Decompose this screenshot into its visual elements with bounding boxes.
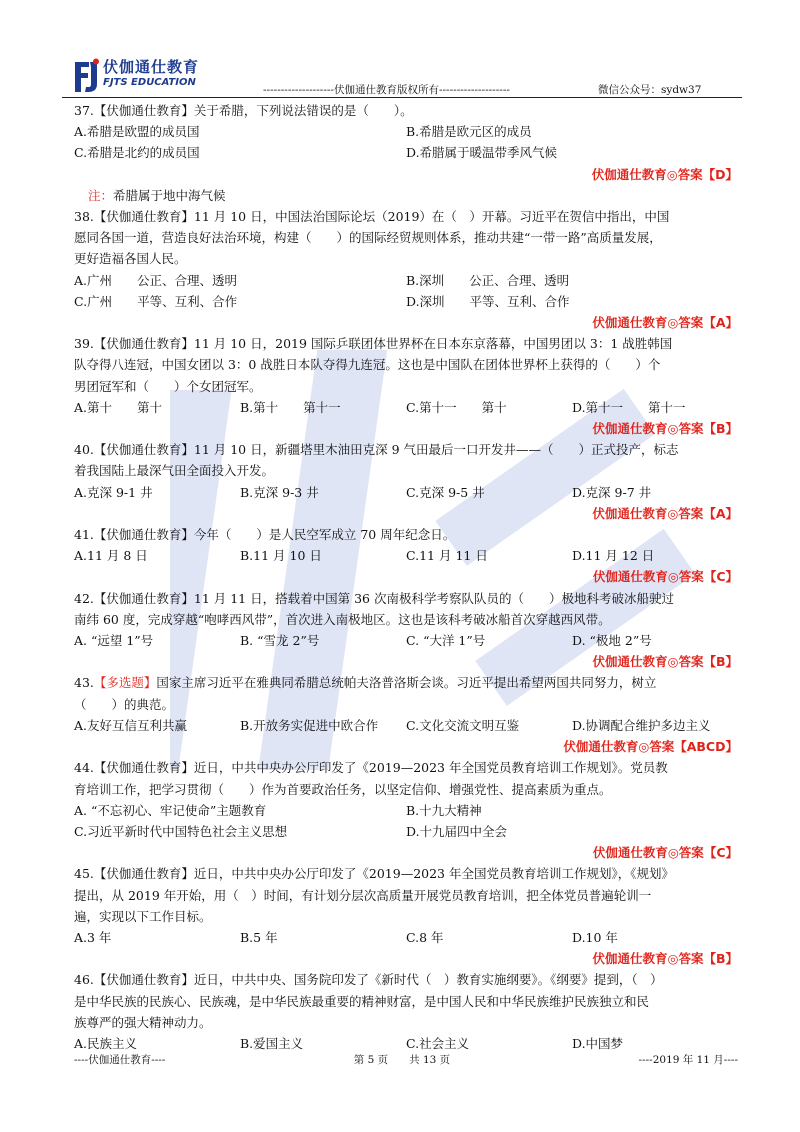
question-stem-line: 38.【伏伽通仕教育】11 月 10 日，中国法治国际论坛（2019）在（ ）开幕。习近平在贺信中指出，中国 xyxy=(74,209,670,225)
page-header xyxy=(58,56,758,96)
answer-option: B.开放务实促进中欧合作 xyxy=(240,717,379,733)
answer-option: B.希腊是欧元区的成员 xyxy=(406,124,532,140)
question-stem-line: 是中华民族的民族心、民族魂，是中华民族最重要的精神财富，是中国人民和中华民族维护民族独立和民 xyxy=(74,993,650,1009)
option-list xyxy=(74,630,738,651)
answer-option: D.十九届四中全会 xyxy=(406,823,508,839)
question-stem-line: 族尊严的强大精神动力。 xyxy=(74,1014,212,1030)
answer-key xyxy=(74,418,738,439)
answer-option: A. “远望 1”号 xyxy=(74,633,154,649)
question-stem-line: 更好造福各国人民。 xyxy=(74,251,187,267)
answer-option: C.广州 平等、互利、合作 xyxy=(74,293,238,309)
option-list xyxy=(74,545,738,566)
answer-value: 【C】 xyxy=(703,569,738,585)
answer-option: C.第十一 第十 xyxy=(406,399,507,415)
answer-option: D.中国梦 xyxy=(572,1035,624,1051)
option-list xyxy=(74,927,738,948)
answer-option: B.第十 第十一 xyxy=(240,399,341,415)
answer-option: B.深圳 公正、合理、透明 xyxy=(406,272,570,288)
answer-option: B.爱国主义 xyxy=(240,1035,304,1051)
answer-option: C.8 年 xyxy=(406,929,444,945)
question-type-tag: 【多选题】 xyxy=(93,675,157,691)
answer-option: D. “极地 2”号 xyxy=(572,633,652,649)
brand-logo xyxy=(70,56,260,96)
question-block xyxy=(74,969,738,1054)
question-stem-line: 42.【伏伽通仕教育】11 月 11 日，搭载着中国第 36 次南极科学考察队队员的（ ）极地科考破冰船驶过 xyxy=(74,590,674,606)
option-list xyxy=(74,121,738,163)
answer-option: A.克深 9-1 井 xyxy=(74,484,153,500)
option-list xyxy=(74,800,738,842)
answer-key xyxy=(74,503,738,524)
answer-label: 伏伽通仕教育◎答案 xyxy=(592,654,704,670)
question-block xyxy=(74,672,738,757)
answer-option: A.友好互信互利共赢 xyxy=(74,717,188,733)
question-stem-line: 着我国陆上最深气田全面投入开发。 xyxy=(74,463,275,479)
answer-option: C.11 月 11 日 xyxy=(406,548,488,564)
answer-option: D.克深 9-7 井 xyxy=(572,484,652,500)
answer-label: 伏伽通仕教育◎答案 xyxy=(592,505,704,521)
wechat-account: 微信公众号：sydw37 xyxy=(598,84,702,96)
question-stem-line xyxy=(74,672,738,693)
question-block xyxy=(74,863,738,969)
question-stem-line: 40.【伏伽通仕教育】11 月 10 日，新疆塔里木油田克深 9 气田最后一口开发井——（ ）正式投产，标志 xyxy=(74,442,679,458)
question-block xyxy=(74,206,738,333)
note-text: 希腊属于地中海气候 xyxy=(113,187,226,203)
question-stem-line: 南纬 60 度，完成穿越“咆哮西风带”，首次进入南极地区。这也是该科考破冰船首次穿越西风带。 xyxy=(74,611,611,627)
answer-option: D.第十一 第十一 xyxy=(572,399,686,415)
answer-key xyxy=(74,651,738,672)
answer-key xyxy=(74,736,738,757)
answer-value: 【A】 xyxy=(703,505,738,521)
question-stem-text: 国家主席习近平在雅典同希腊总统帕夫洛普洛斯会谈。习近平提出希望两国共同努力，树立 xyxy=(156,675,657,691)
question-stem-line: 遍，实现以下工作目标。 xyxy=(74,908,212,924)
answer-option: A.第十 第十 xyxy=(74,399,163,415)
answer-value: 【B】 xyxy=(703,654,738,670)
answer-option: C.习近平新时代中国特色社会主义思想 xyxy=(74,823,288,839)
question-list xyxy=(74,100,738,1054)
answer-value: 【A】 xyxy=(703,315,738,331)
answer-option: C.文化交流文明互鉴 xyxy=(406,717,520,733)
question-stem-line: 46.【伏伽通仕教育】近日，中共中央、国务院印发了《新时代（ ）教育实施纲要》。《纲要》提到，（ ） xyxy=(74,972,663,988)
logo-chinese-text: 伏伽通仕教育 xyxy=(103,58,200,76)
answer-label: 伏伽通仕教育◎答案 xyxy=(592,951,704,967)
answer-label: 伏伽通仕教育◎答案 xyxy=(592,421,704,437)
answer-key xyxy=(74,164,738,185)
question-stem-line: 39.【伏伽通仕教育】11 月 10 日，2019 国际乒联团体世界杯在日本东京落幕，中国男团以 3：1 战胜韩国 xyxy=(74,336,673,352)
answer-option: A.民族主义 xyxy=(74,1035,138,1051)
question-stem-line: 45.【伏伽通仕教育】近日，中共中央办公厅印发了《2019—2023 年全国党员教育培训工作规划》，《规划》 xyxy=(74,866,674,882)
option-list xyxy=(74,482,738,503)
answer-option: A.希腊是欧盟的成员国 xyxy=(74,124,200,140)
answer-option: C.社会主义 xyxy=(406,1035,470,1051)
answer-option: B. “雪龙 2”号 xyxy=(240,633,320,649)
answer-option: B.11 月 10 日 xyxy=(240,548,322,564)
answer-option: D.11 月 12 日 xyxy=(572,548,655,564)
answer-key xyxy=(74,948,738,969)
logo-mark-icon xyxy=(70,58,100,94)
question-number: 43. xyxy=(74,675,94,691)
header-divider xyxy=(62,97,742,98)
footer-brand: ----伏伽通仕教育---- xyxy=(74,1054,166,1066)
question-block xyxy=(74,757,738,863)
question-stem-line: 37.【伏伽通仕教育】关于希腊，下列说法错误的是（ ）。 xyxy=(74,103,413,118)
answer-label: 伏伽通仕教育◎答案 xyxy=(563,739,675,755)
question-stem-line: 男团冠军和（ ）个女团冠军。 xyxy=(74,378,262,394)
answer-option: A.11 月 8 日 xyxy=(74,548,148,564)
answer-value: 【B】 xyxy=(703,421,738,437)
question-block xyxy=(74,439,738,524)
answer-option: D.10 年 xyxy=(572,929,618,945)
question-stem-line: 提出，从 2019 年开始，用（ ）时间，有计划分层次高质量开展党员教育培训，把全体党员普遍轮训一 xyxy=(74,887,652,903)
answer-label: 伏伽通仕教育◎答案 xyxy=(592,569,704,585)
answer-option: B.克深 9-3 井 xyxy=(240,484,319,500)
answer-value: 【D】 xyxy=(702,166,738,182)
question-stem-line: 41.【伏伽通仕教育】今年（ ）是人民空军成立 70 周年纪念日。 xyxy=(74,527,456,543)
page-footer xyxy=(74,1052,738,1067)
answer-option: D.希腊属于暖温带季风气候 xyxy=(406,145,558,161)
answer-option: C. “大洋 1”号 xyxy=(406,633,486,649)
option-list xyxy=(74,270,738,312)
option-list xyxy=(74,397,738,418)
question-block xyxy=(74,588,738,673)
question-stem-line: 队夺得八连冠，中国女团以 3：0 战胜日本队夺得九连冠。这也是中国队在团体世界杯上获得的（ ）个 xyxy=(74,357,661,373)
answer-option: D.深圳 平等、互利、合作 xyxy=(406,293,570,309)
copyright-notice: --------------------伏伽通仕教育版权所有-------------------- xyxy=(263,84,510,96)
note-label: 注： xyxy=(88,187,114,203)
answer-option: A. “不忘初心、牢记使命”主题教育 xyxy=(74,802,267,818)
answer-label: 伏伽通仕教育◎答案 xyxy=(592,315,704,331)
answer-value: 【ABCD】 xyxy=(674,739,738,755)
answer-option: B.5 年 xyxy=(240,929,278,945)
answer-key xyxy=(74,566,738,587)
option-list xyxy=(74,715,738,736)
answer-label: 伏伽通仕教育◎答案 xyxy=(591,166,703,182)
option-list xyxy=(74,1033,738,1054)
answer-note xyxy=(74,185,738,206)
answer-option: C.希腊是北约的成员国 xyxy=(74,145,200,161)
answer-option: A.3 年 xyxy=(74,929,112,945)
footer-date: ----2019 年 11 月---- xyxy=(638,1054,738,1066)
answer-option: D.协调配合维护多边主义 xyxy=(572,717,711,733)
question-block xyxy=(74,524,738,588)
question-stem-line: （ ）的典范。 xyxy=(74,696,175,712)
question-stem-line: 44.【伏伽通仕教育】近日，中共中央办公厅印发了《2019—2023 年全国党员教育培训工作规划》。党员教 xyxy=(74,760,668,776)
answer-label: 伏伽通仕教育◎答案 xyxy=(592,845,704,861)
answer-option: A.广州 公正、合理、透明 xyxy=(74,272,238,288)
answer-value: 【B】 xyxy=(703,951,738,967)
answer-option: C.克深 9-5 井 xyxy=(406,484,485,500)
logo-english-text: FJTS EDUCATION xyxy=(103,77,196,88)
answer-value: 【C】 xyxy=(703,845,738,861)
answer-key xyxy=(74,312,738,333)
answer-key xyxy=(74,842,738,863)
question-stem-line: 愿同各国一道，营造良好法治环境，构建（ ）的国际经贸规则体系，推动共建“一带一路”高质量发展， xyxy=(74,230,662,246)
question-block xyxy=(74,333,738,439)
answer-option: B.十九大精神 xyxy=(406,802,482,818)
question-block xyxy=(74,100,738,206)
question-stem-line: 育培训工作，把学习贯彻（ ）作为首要政治任务，以坚定信仰、增强党性、提高素质为重点。 xyxy=(74,781,612,797)
page-number: 第 5 页 共 13 页 xyxy=(353,1054,451,1066)
